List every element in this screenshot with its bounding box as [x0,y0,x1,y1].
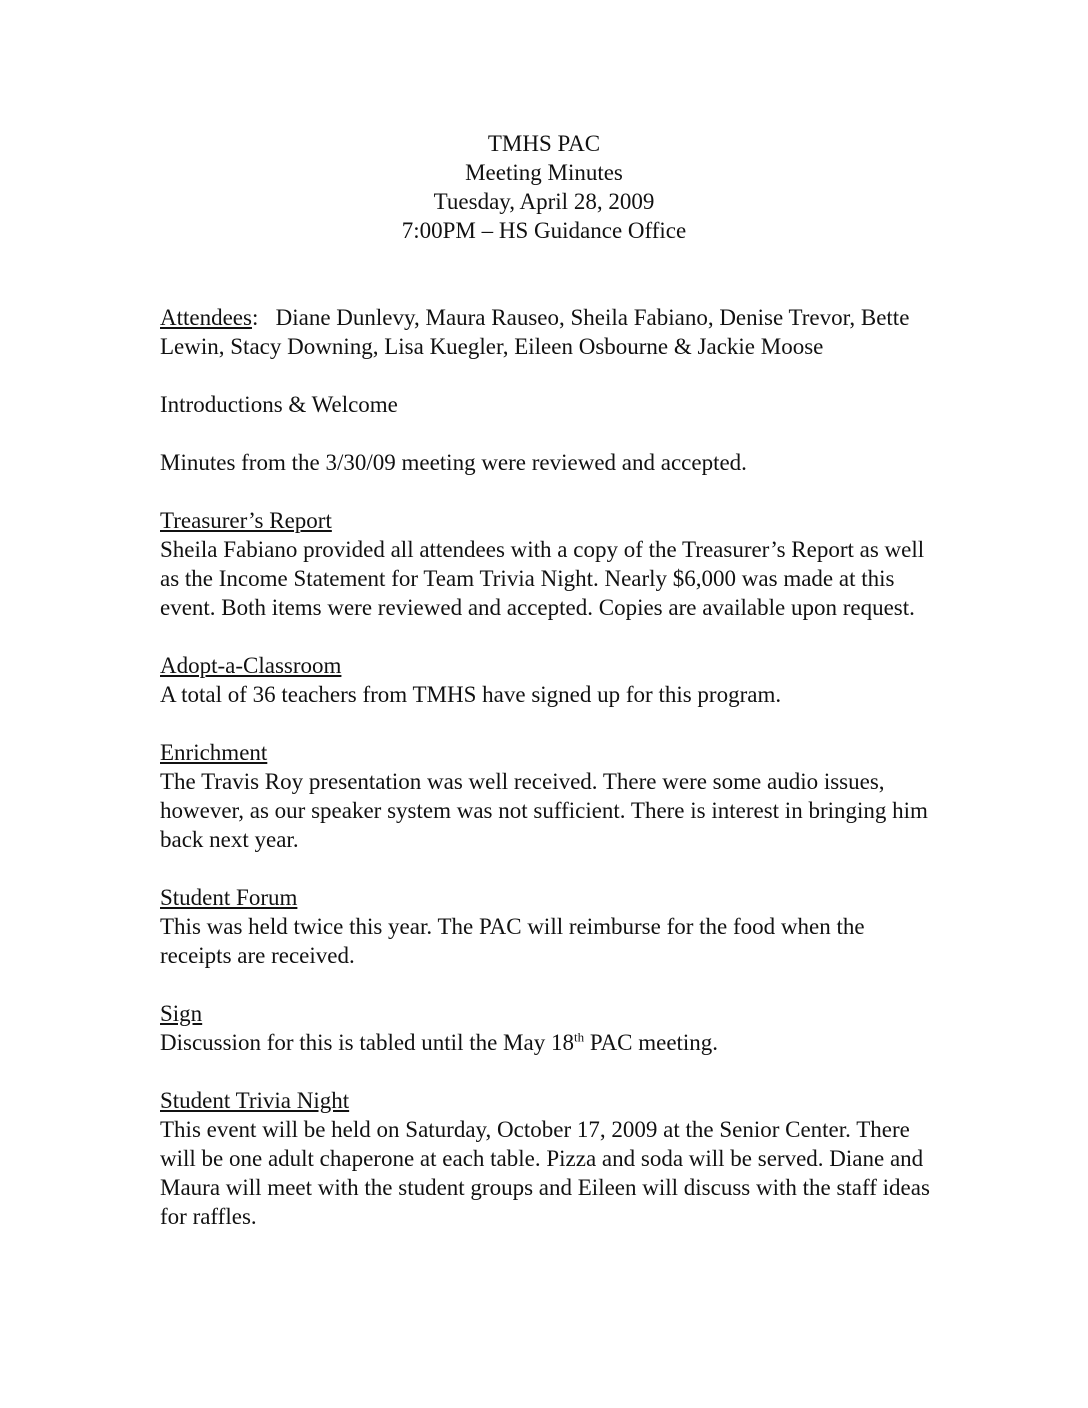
section-heading: Student Trivia Night [160,1088,350,1113]
document-body [160,303,940,1260]
section-student-trivia-night [160,1086,940,1231]
org-title: TMHS PAC [487,131,601,156]
section-body: A total of 36 teachers from TMHS have signed up for this program. [160,682,782,707]
section-body [160,1028,940,1057]
attendees-paragraph [160,303,940,361]
section-body: The Travis Roy presentation was well received. There were some audio issues, however, as our speaker system was not sufficient. There is interest in bringing him back next year. [160,769,928,852]
attendees-label: Attendees [160,305,252,330]
attendees-names: Diane Dunlevy, Maura Rauseo, Sheila Fabiano, Denise Trevor, Bette Lewin, Stacy Downing, Lisa Kuegler, Eileen Osbourne & Jackie Moose [160,305,910,359]
attendees-colon: : [251,305,259,330]
section-heading: Treasurer’s Report [160,508,332,533]
section-heading: Adopt-a-Classroom [160,653,342,678]
section-student-forum [160,883,940,970]
section-sign [160,999,940,1057]
section-adopt-a-classroom [160,651,940,709]
section-body: This was held twice this year. The PAC will reimburse for the food when the receipts are received. [160,914,865,968]
document-type: Meeting Minutes [465,160,623,185]
section-treasurer [160,506,940,622]
section-enrichment [160,738,940,854]
sign-body-text: Discussion for this is tabled until the May 18 [160,1030,574,1055]
section-body: Sheila Fabiano provided all attendees with a copy of the Treasurer’s Report as well as the Income Statement for Team Trivia Night. Nearly $6,000 was made at this event. Both items were reviewed and accepted. Copies are available upon request. [160,537,925,620]
document-header [0,129,1088,245]
section-heading: Enrichment [160,740,268,765]
meeting-date: Tuesday, April 28, 2009 [433,189,655,214]
sign-body-text-end: PAC meeting. [584,1030,719,1055]
section-heading: Student Forum [160,885,298,910]
ordinal-suffix: th [573,1029,585,1045]
section-heading: Sign [160,1001,203,1026]
minutes-note: Minutes from the 3/30/09 meeting were reviewed and accepted. [160,450,747,475]
section-body: This event will be held on Saturday, October 17, 2009 at the Senior Center. There will be one adult chaperone at each table. Pizza and soda will be served. Diane and Maura will meet with the student groups and Eileen will discuss with the staff ideas for raffles. [160,1117,930,1229]
meeting-time-location: 7:00PM – HS Guidance Office [401,218,687,243]
introductions-line: Introductions & Welcome [160,392,398,417]
